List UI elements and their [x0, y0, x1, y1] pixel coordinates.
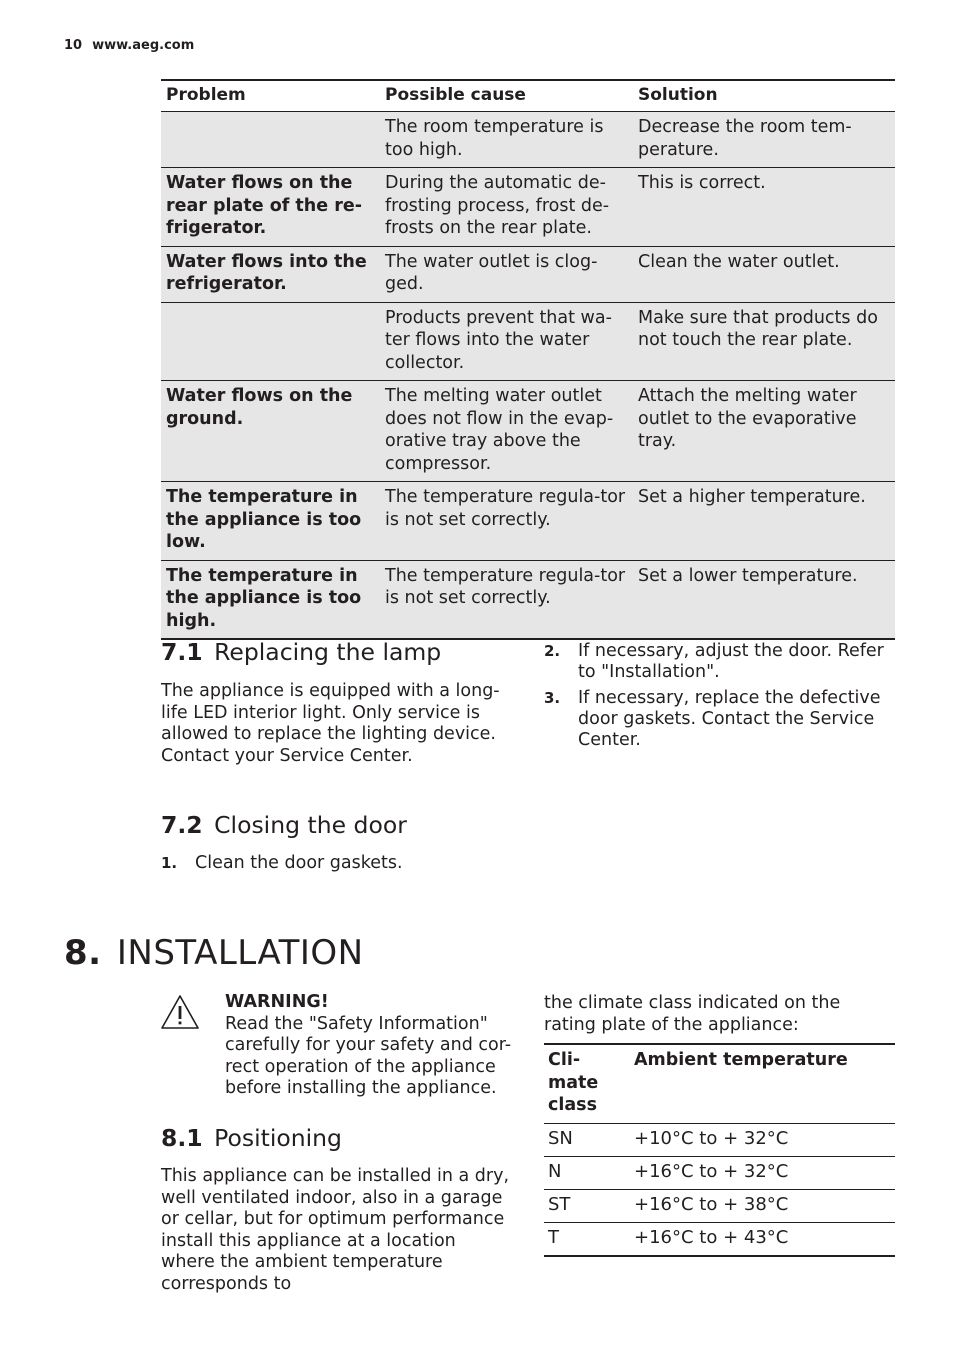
problem-cell: Water flows on the ground. — [161, 381, 380, 482]
chapter-heading — [64, 933, 364, 973]
section-heading-7-2 — [161, 811, 407, 839]
section-number: 7.2 — [161, 811, 203, 839]
step-text: Clean the door gaskets. — [195, 853, 403, 873]
temperature-cell: +16°C to + 43°C — [630, 1222, 895, 1256]
table-row — [161, 381, 895, 482]
table-row — [161, 246, 895, 302]
column-header-solution: Solution — [633, 80, 895, 112]
solution-cell: This is correct. — [633, 168, 895, 247]
warning-block — [225, 992, 515, 1100]
troubleshooting-table — [161, 79, 895, 640]
table-row — [161, 302, 895, 381]
table-row — [161, 560, 895, 639]
section-title: Closing the door — [214, 811, 407, 839]
solution-cell: Make sure that products do not touch the rear plate. — [633, 302, 895, 381]
problem-cell — [161, 302, 380, 381]
section-number: 7.1 — [161, 638, 203, 666]
cause-cell: The temperature regula-tor is not set correctly. — [380, 482, 633, 561]
step-item — [544, 641, 894, 683]
table-row — [544, 1222, 895, 1256]
solution-cell: Clean the water outlet. — [633, 246, 895, 302]
solution-cell: Set a higher temperature. — [633, 482, 895, 561]
cause-cell: The water outlet is clog-ged. — [380, 246, 633, 302]
section-title: Replacing the lamp — [214, 638, 442, 666]
step-item — [544, 688, 894, 751]
problem-cell: The temperature in the appliance is too low. — [161, 482, 380, 561]
climate-class-cell: SN — [544, 1123, 630, 1156]
climate-class-table — [544, 1043, 895, 1257]
temperature-cell: +16°C to + 32°C — [630, 1156, 895, 1189]
solution-cell: Attach the melting water outlet to the evaporative tray. — [633, 381, 895, 482]
cause-cell: The temperature regula-tor is not set correctly. — [380, 560, 633, 639]
step-text: If necessary, adjust the door. Refer to "Installation". — [578, 641, 884, 682]
table-row — [544, 1156, 895, 1189]
chapter-number: 8. — [64, 933, 102, 973]
solution-cell: Decrease the room tem-perature. — [633, 112, 895, 168]
climate-class-cell: N — [544, 1156, 630, 1189]
section-number: 8.1 — [161, 1124, 203, 1152]
climate-class-cell: ST — [544, 1189, 630, 1222]
climate-class-cell: T — [544, 1222, 630, 1256]
problem-cell — [161, 112, 380, 168]
cause-cell: The room temperature is too high. — [380, 112, 633, 168]
step-item — [161, 853, 511, 874]
warning-triangle-icon — [160, 994, 200, 1030]
section-title: Positioning — [214, 1124, 342, 1152]
table-row — [161, 482, 895, 561]
solution-cell: Set a lower temperature. — [633, 560, 895, 639]
page-header — [64, 38, 194, 53]
temperature-cell: +16°C to + 38°C — [630, 1189, 895, 1222]
positioning-continuation: the climate class indicated on the rating plate of the appliance: — [544, 993, 841, 1035]
problem-cell: Water flows into the refrigerator. — [161, 246, 380, 302]
table-row — [544, 1123, 895, 1156]
table-row — [161, 168, 895, 247]
lamp-paragraph: The appliance is equipped with a long-life LED interior light. Only service is allowed to replace the lighting device. Contact your Service Center. — [161, 681, 500, 766]
step-number: 2. — [544, 642, 561, 660]
section-heading-7-1 — [161, 638, 441, 666]
column-header-problem: Problem — [161, 80, 380, 112]
step-text: If necessary, replace the defective door gaskets. Contact the Service Center. — [578, 688, 881, 750]
problem-cell: Water flows on the rear plate of the re-frigerator. — [161, 168, 380, 247]
warning-title: WARNING! — [225, 992, 329, 1012]
column-header-ambient-temperature: Ambient temperature — [630, 1044, 895, 1123]
chapter-title: INSTALLATION — [116, 933, 364, 973]
table-row — [161, 112, 895, 168]
problem-cell: The temperature in the appliance is too high. — [161, 560, 380, 639]
table-row — [544, 1189, 895, 1222]
page-number: 10 — [64, 38, 83, 53]
cause-cell: Products prevent that wa-ter flows into the water collector. — [380, 302, 633, 381]
site-url: www.aeg.com — [92, 38, 195, 53]
temperature-cell: +10°C to + 32°C — [630, 1123, 895, 1156]
section-heading-8-1 — [161, 1124, 342, 1152]
table-header-row — [544, 1044, 895, 1123]
positioning-paragraph: This appliance can be installed in a dry, well ventilated indoor, also in a garage or cellar, but for optimum performance install this appliance at a location where the ambient temperature corresponds to — [161, 1166, 510, 1294]
column-header-cause: Possible cause — [380, 80, 633, 112]
table-header-row — [161, 80, 895, 112]
cause-cell: The melting water outlet does not flow in the evap-orative tray above the compressor. — [380, 381, 633, 482]
warning-text: Read the "Safety Information" carefully for your safety and cor-rect operation of the appliance before installing the appliance. — [225, 1013, 512, 1098]
step-number: 3. — [544, 689, 561, 707]
column-header-climate-class: Cli-mate class — [544, 1044, 630, 1123]
step-number: 1. — [161, 854, 178, 872]
cause-cell: During the automatic de-frosting process, frost de-frosts on the rear plate. — [380, 168, 633, 247]
